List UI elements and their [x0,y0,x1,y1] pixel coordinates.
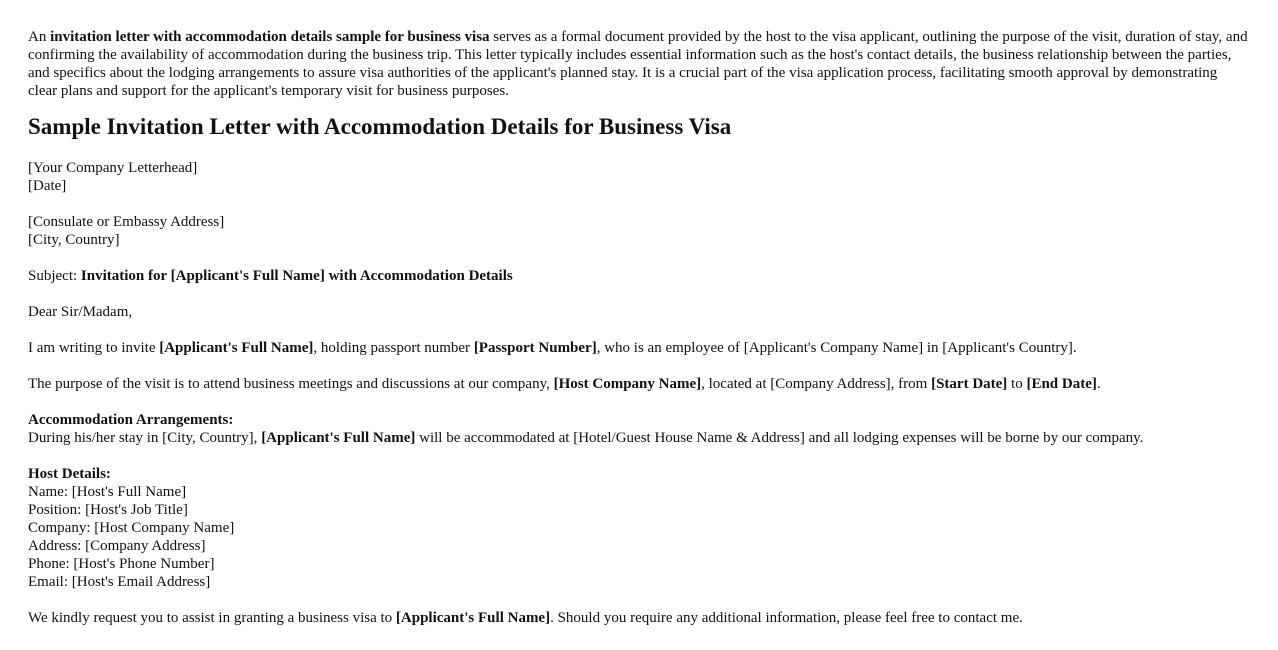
salutation: Dear Sir/Madam, [28,304,133,320]
accommodation-title: Accommodation Arrangements: [28,412,234,428]
invite-passport-number: [Passport Number] [473,340,597,356]
purpose-paragraph [28,375,1250,393]
host-name: Name: [Host's Full Name] [28,484,187,500]
purpose-text-3: to [1007,376,1027,392]
subject-text: Invitation for [Applicant's Full Name] with Accommodation Details [80,268,513,284]
closing-text-1: We kindly request you to assist in granting a business visa to [28,610,396,626]
intro-keyword: invitation letter with accommodation details sample for business visa [50,29,490,45]
page-title: Sample Invitation Letter with Accommodation Details for Business Visa [28,114,732,139]
recipient-block [28,213,1250,249]
host-email: Email: [Host's Email Address] [28,574,211,590]
host-phone: Phone: [Host's Phone Number] [28,556,215,572]
invite-text-2: , holding passport number [313,340,474,356]
letterhead-block [28,159,1250,195]
intro-paragraph [28,28,1250,100]
invite-paragraph [28,339,1250,357]
letterhead-company: [Your Company Letterhead] [28,160,198,176]
invite-text-3: , who is an employee of [Applicant's Company Name] in [Applicant's Country]. [596,340,1077,356]
purpose-text-2: , located at [Company Address], from [701,376,932,392]
intro-text-start: An [28,29,51,45]
recipient-city: [City, Country] [28,232,120,248]
accommodation-section [28,411,1250,447]
subject-label: Subject: [28,268,81,284]
closing-applicant-name: [Applicant's Full Name] [395,610,551,626]
purpose-host-company: [Host Company Name] [553,376,702,392]
host-company: Company: [Host Company Name] [28,520,235,536]
invite-text-1: I am writing to invite [28,340,160,356]
purpose-text-4: . [1096,376,1101,392]
host-details-section [28,465,1250,591]
subject-line [28,267,1250,285]
accommodation-text-1: During his/her stay in [City, Country], [28,430,262,446]
host-details-title: Host Details: [28,466,111,482]
host-position: Position: [Host's Job Title] [28,502,188,518]
purpose-text-1: The purpose of the visit is to attend business meetings and discussions at our company, [28,376,554,392]
closing-text-2: . Should you require any additional information, please feel free to contact me. [550,610,1023,626]
accommodation-applicant-name: [Applicant's Full Name] [261,430,416,446]
intro-text-rest: serves as a formal document provided by the host to the visa applicant, outlining the purpose of the visit, duration of stay, and confirming the availability of accommodation during the business trip. This letter typically includes essential information such as the host's contact details, the business relationship between the parties, and specifics about the lodging arrangements to assure visa authorities of the applicant's planned stay. It is a crucial part of the visa application process, facilitating smooth approval by demonstrating clear plans and support for the applicant's temporary visit for business purposes. [28,29,1248,99]
host-address: Address: [Company Address] [28,538,206,554]
document-page [28,28,1250,645]
letterhead-date: [Date] [28,178,67,194]
purpose-start-date: [Start Date] [931,376,1008,392]
invite-applicant-name: [Applicant's Full Name] [159,340,314,356]
purpose-end-date: [End Date] [1026,376,1097,392]
recipient-address: [Consulate or Embassy Address] [28,214,225,230]
accommodation-text-2: will be accommodated at [Hotel/Guest House Name & Address] and all lodging expenses will be borne by our company. [415,430,1144,446]
closing-paragraph [28,609,1250,627]
